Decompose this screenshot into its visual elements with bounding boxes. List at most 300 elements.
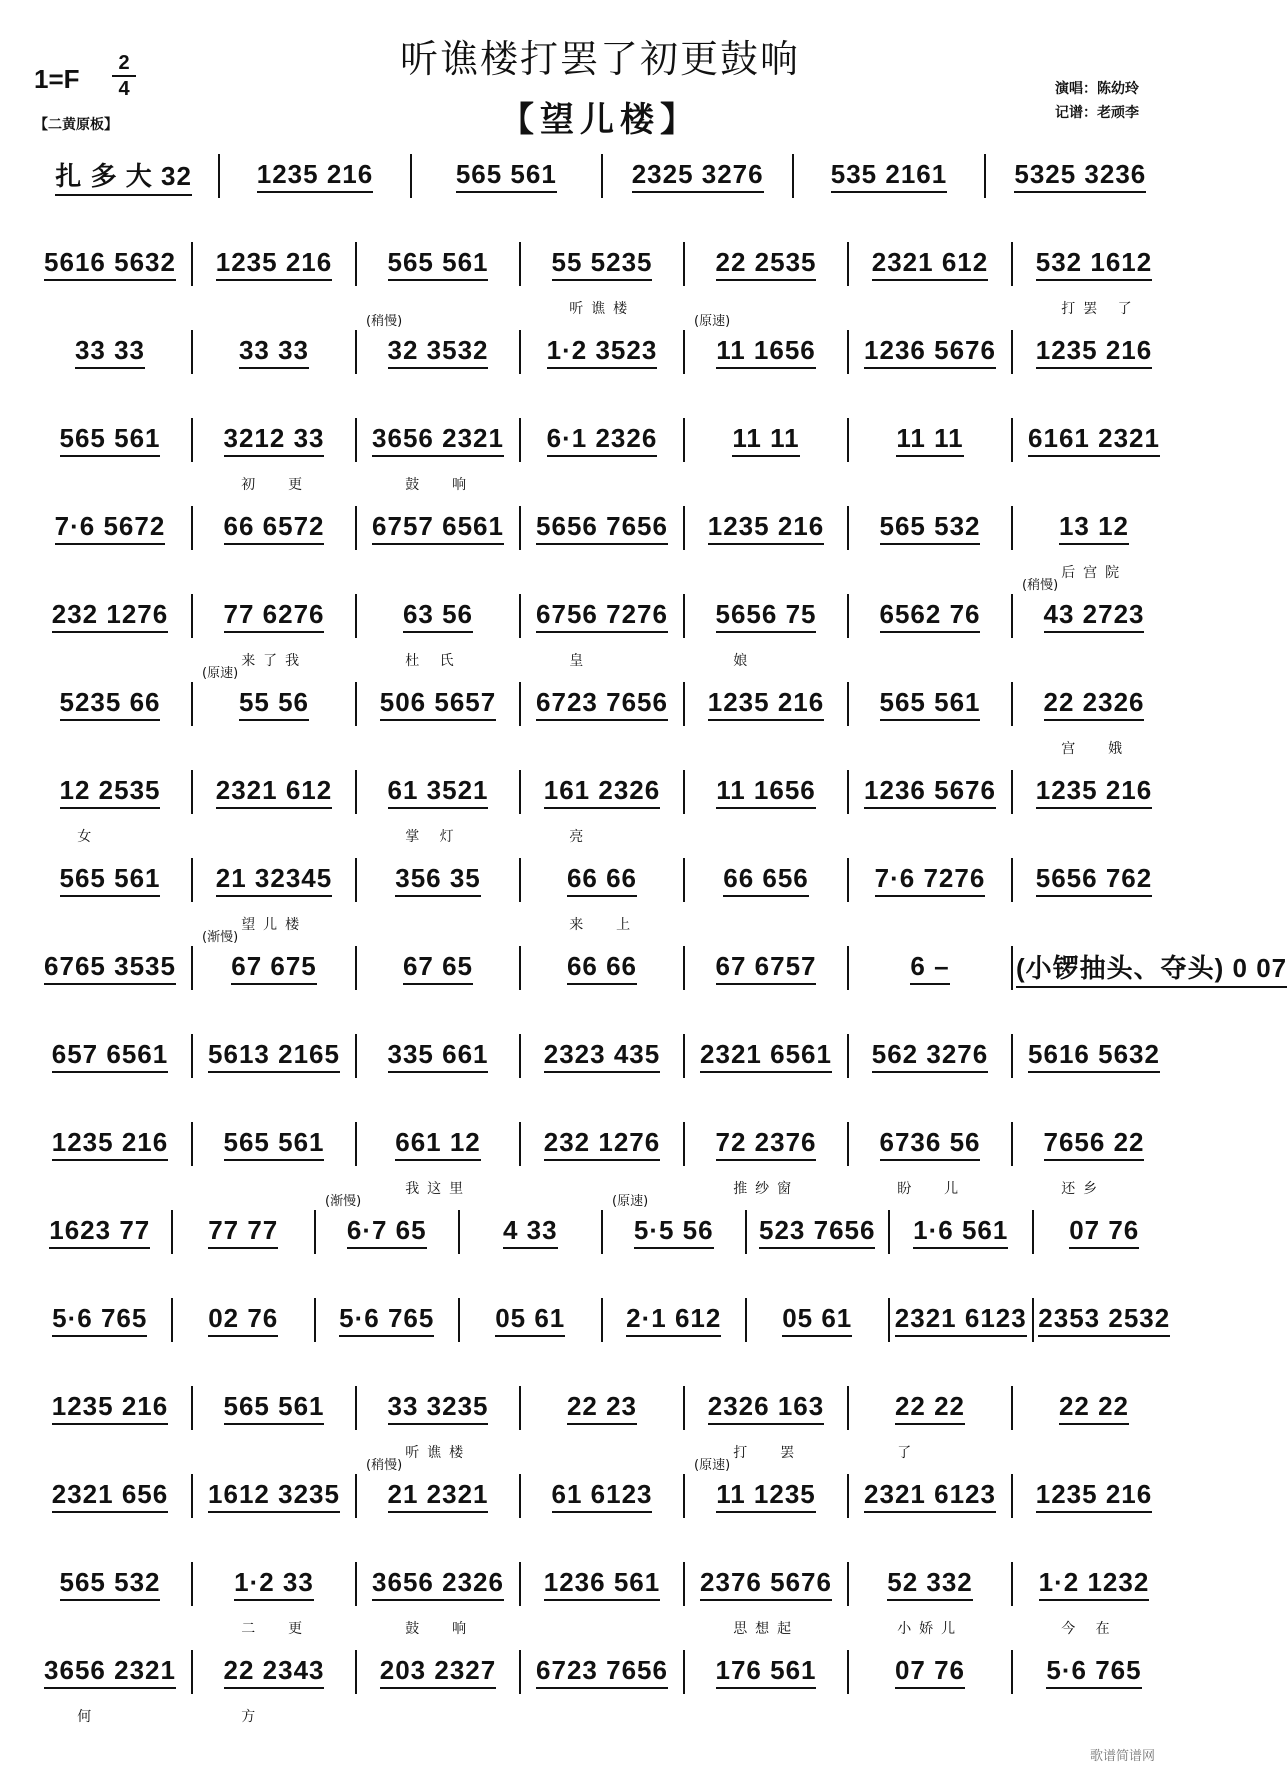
aria-name: 【望儿楼】 (500, 100, 700, 140)
measure (196, 678, 352, 730)
measure (852, 414, 1008, 466)
measure (196, 414, 352, 466)
barline (847, 1650, 849, 1694)
barline (683, 594, 685, 638)
staff-system (28, 1194, 1176, 1258)
measure-notes: 203 2327 (380, 1655, 496, 1689)
lyric-text: 鼓 响 (405, 1621, 475, 1637)
measure (196, 502, 352, 554)
barline (847, 946, 849, 990)
lyric-text: 我这里 (405, 1181, 472, 1197)
lyric-text: 后宫院 (1061, 565, 1128, 581)
barline (683, 1122, 685, 1166)
measure-notes: 67 675 (231, 951, 317, 985)
barline (888, 1298, 890, 1342)
measure (360, 854, 516, 906)
measure-notes: 67 65 (403, 951, 473, 985)
barline (847, 594, 849, 638)
measure-notes: 565 532 (60, 1567, 161, 1601)
measure (319, 1294, 455, 1346)
measure-notes: 1235 216 (216, 247, 332, 281)
measure-notes: 33 33 (75, 335, 145, 369)
measure-notes: 532 1612 (1036, 247, 1152, 281)
measure-notes: 1235 216 (1036, 335, 1152, 369)
barline (683, 418, 685, 462)
measure (196, 1470, 352, 1522)
barline (191, 1386, 193, 1430)
barline (171, 1210, 173, 1254)
measure (32, 1118, 188, 1170)
measure-notes: 2353 2532 (1038, 1303, 1170, 1337)
barline (683, 770, 685, 814)
lyric-text: 初 更 (241, 477, 311, 493)
measure-notes: 3656 2321 (372, 423, 504, 457)
barline (314, 1210, 316, 1254)
measure-notes: 565 561 (60, 423, 161, 457)
measure (196, 766, 352, 818)
barline (355, 946, 357, 990)
barline (218, 154, 220, 198)
measure (1016, 1646, 1172, 1698)
measure-notes: 565 561 (224, 1127, 325, 1161)
measure-notes: 05 61 (782, 1303, 852, 1337)
measure-notes: 22 2343 (224, 1655, 325, 1689)
barline (1011, 506, 1013, 550)
measure-notes: 2325 3276 (632, 159, 764, 193)
lyric-text: 杜 氏 (405, 653, 462, 669)
measure-notes: 565 561 (224, 1391, 325, 1425)
measure-notes: 02 76 (208, 1303, 278, 1337)
measure-notes: 12 2535 (60, 775, 161, 809)
measure-notes: 356 35 (395, 863, 481, 897)
tempo-marking: (渐慢) (202, 930, 239, 945)
measure-notes: 43 2723 (1044, 599, 1145, 633)
barline (683, 858, 685, 902)
measure-notes: 6723 7656 (536, 687, 668, 721)
measure-notes: 506 5657 (380, 687, 496, 721)
barline (410, 154, 412, 198)
barline (191, 594, 193, 638)
barline (847, 770, 849, 814)
measure (360, 766, 516, 818)
barline (355, 1562, 357, 1606)
measure-notes: 1·2 1232 (1039, 1567, 1150, 1601)
measure-notes: 2321 656 (52, 1479, 168, 1513)
measure (1016, 942, 1287, 994)
measure (463, 1206, 599, 1258)
measure (360, 590, 516, 642)
measure-notes: 22 22 (1059, 1391, 1129, 1425)
measure (196, 326, 352, 378)
measure-notes: 2321 6123 (864, 1479, 996, 1513)
measure (360, 678, 516, 730)
tempo-marking: (稍慢) (366, 314, 403, 329)
barline (519, 1562, 521, 1606)
staff-system (28, 666, 1176, 757)
measure (688, 590, 844, 642)
measure-notes: 5·6 765 (1046, 1655, 1141, 1689)
measure (1016, 1118, 1172, 1170)
measure-notes: 5656 7656 (536, 511, 668, 545)
measure-notes: 5613 2165 (208, 1039, 340, 1073)
measure-notes: 6 – (910, 951, 949, 985)
barline (683, 1474, 685, 1518)
measure-notes: 55 5235 (552, 247, 653, 281)
lyric-text: 来 上 (569, 917, 639, 933)
barline (519, 1034, 521, 1078)
measure-notes: 2·1 612 (626, 1303, 721, 1337)
measure-notes: 11 11 (896, 423, 963, 457)
measure (32, 590, 188, 642)
barline (519, 858, 521, 902)
measure (524, 854, 680, 906)
barline (191, 946, 193, 990)
measure (524, 1470, 680, 1522)
measure (893, 1206, 1029, 1258)
barline (519, 682, 521, 726)
measure-notes: 22 23 (567, 1391, 637, 1425)
measure-notes: 6161 2321 (1028, 423, 1160, 457)
barline (1011, 1474, 1013, 1518)
measure (1037, 1294, 1173, 1346)
barline (847, 242, 849, 286)
measure (852, 1118, 1008, 1170)
barline (355, 418, 357, 462)
measure (196, 1118, 352, 1170)
barline (355, 242, 357, 286)
measure-notes: 3656 2326 (372, 1567, 504, 1601)
barline (191, 682, 193, 726)
barline (1011, 594, 1013, 638)
measure (32, 502, 188, 554)
measure (360, 942, 516, 994)
measure (688, 1118, 844, 1170)
lyric-text: 今 在 (1061, 1621, 1118, 1637)
time-signature-top: 2 (118, 52, 130, 74)
measure (32, 1030, 188, 1082)
measure (524, 1382, 680, 1434)
lyric-text: 听谯楼 (569, 301, 636, 317)
barline (519, 1122, 521, 1166)
measure-notes: 5·6 765 (339, 1303, 434, 1337)
measure (524, 678, 680, 730)
measure (688, 942, 844, 994)
measure (524, 1030, 680, 1082)
measure-notes: 565 532 (880, 511, 981, 545)
staff-system (28, 150, 1176, 202)
measure-notes: 661 12 (395, 1127, 481, 1161)
measure-notes: 3656 2321 (44, 1655, 176, 1689)
measure (360, 1118, 516, 1170)
barline (847, 1386, 849, 1430)
measure-notes: 565 561 (880, 687, 981, 721)
measure-notes: 61 6123 (552, 1479, 653, 1513)
measure-notes: 1·2 3523 (547, 335, 658, 369)
measure-notes: 22 2535 (716, 247, 817, 281)
barline (847, 1034, 849, 1078)
measure (989, 150, 1172, 202)
measure (415, 150, 598, 202)
measure (852, 1030, 1008, 1082)
measure-notes: 66 656 (723, 863, 809, 897)
staff-system (28, 1030, 1176, 1082)
barline (745, 1298, 747, 1342)
staff-system (28, 766, 1176, 845)
measure-notes: 6·7 65 (347, 1215, 427, 1249)
measure (32, 1646, 188, 1698)
lyric-text: 思想起 (733, 1621, 800, 1637)
measure-notes: 33 33 (239, 335, 309, 369)
measure (360, 414, 516, 466)
barline (191, 418, 193, 462)
measure-notes: (小锣抽头、夺头) 0 07 (1016, 948, 1287, 988)
measure-notes: 11 1656 (716, 335, 816, 369)
measure-notes: 6765 3535 (44, 951, 176, 985)
barline (1011, 1650, 1013, 1694)
barline (683, 1034, 685, 1078)
measure-notes: 7656 22 (1044, 1127, 1145, 1161)
measure (1016, 590, 1172, 642)
measure-notes: 1235 216 (52, 1391, 168, 1425)
key-signature: 1=F (34, 64, 80, 94)
measure (688, 1470, 844, 1522)
measure-notes: 1235 216 (708, 687, 824, 721)
lyric-text: 女 (77, 829, 100, 845)
barline (1011, 1562, 1013, 1606)
measure-notes: 67 6757 (716, 951, 817, 985)
barline (601, 154, 603, 198)
barline (683, 242, 685, 286)
barline (355, 682, 357, 726)
time-signature (112, 52, 136, 100)
barline (191, 858, 193, 902)
measure-notes: 6757 6561 (372, 511, 504, 545)
barline (519, 1650, 521, 1694)
measure (32, 854, 188, 906)
barline (355, 858, 357, 902)
measure (196, 1030, 352, 1082)
measure (32, 414, 188, 466)
barline (171, 1298, 173, 1342)
lyric-text: 还乡 (1061, 1181, 1106, 1197)
staff-system (28, 238, 1176, 317)
measure (852, 1646, 1008, 1698)
measure-notes: 05 61 (495, 1303, 565, 1337)
measure-notes: 1235 216 (1036, 1479, 1152, 1513)
watermark: 歌谱简谱网 (1090, 1749, 1156, 1764)
measure (32, 150, 215, 202)
barline (519, 330, 521, 374)
barline (683, 330, 685, 374)
barline (355, 1386, 357, 1430)
measure-notes: 1235 216 (708, 511, 824, 545)
measure (524, 414, 680, 466)
measure (852, 1382, 1008, 1434)
singer-credit: 演唱：陈幼玲 (1055, 81, 1139, 97)
barline (519, 242, 521, 286)
barline (519, 1386, 521, 1430)
staff-system (28, 578, 1176, 669)
barline (519, 1474, 521, 1518)
measure-notes: 335 661 (388, 1039, 489, 1073)
measure-notes: 176 561 (716, 1655, 817, 1689)
measure-notes: 77 77 (208, 1215, 278, 1249)
measure (750, 1206, 886, 1258)
staff-system (28, 314, 1176, 378)
barline (683, 506, 685, 550)
barline (888, 1210, 890, 1254)
measure (1016, 1470, 1172, 1522)
measure-notes: 565 561 (456, 159, 557, 193)
lyric-text: 听谯楼 (405, 1445, 472, 1461)
lyric-text: 小娇儿 (897, 1621, 964, 1637)
barline (1032, 1210, 1034, 1254)
measure (32, 1470, 188, 1522)
barline (355, 1122, 357, 1166)
measure (852, 590, 1008, 642)
measure (852, 942, 1008, 994)
measure-notes: 63 56 (403, 599, 473, 633)
measure (319, 1206, 455, 1258)
measure (688, 1646, 844, 1698)
measure (1016, 502, 1172, 554)
measure (852, 678, 1008, 730)
barline (1032, 1298, 1034, 1342)
measure (688, 854, 844, 906)
measure-notes: 21 32345 (216, 863, 332, 897)
barline (1011, 946, 1013, 990)
measure (750, 1294, 886, 1346)
lyric-text: 宫 娥 (1061, 741, 1131, 757)
measure-notes: 1236 561 (544, 1567, 660, 1601)
tempo-marking: (原速) (694, 1458, 731, 1473)
time-signature-line (112, 75, 136, 77)
measure-notes: 5656 762 (1036, 863, 1152, 897)
measure-notes: 2321 612 (872, 247, 988, 281)
barline (191, 770, 193, 814)
barline (847, 1474, 849, 1518)
measure-notes: 5235 66 (60, 687, 161, 721)
barline (1011, 682, 1013, 726)
measure-notes: 11 1656 (716, 775, 816, 809)
lyric-text: 打 罢 (733, 1445, 803, 1461)
staff-system (28, 930, 1287, 994)
barline (191, 242, 193, 286)
measure (852, 502, 1008, 554)
measure (32, 238, 188, 290)
barline (519, 418, 521, 462)
measure (852, 326, 1008, 378)
barline (847, 506, 849, 550)
measure (360, 502, 516, 554)
staff-system (28, 1558, 1176, 1637)
measure (852, 1470, 1008, 1522)
measure (688, 1382, 844, 1434)
measure (688, 502, 844, 554)
measure (688, 326, 844, 378)
staff-system (28, 1382, 1176, 1461)
measure (32, 1206, 168, 1258)
measure-notes: 6756 7276 (536, 599, 668, 633)
measure-notes: 55 56 (239, 687, 309, 721)
measure (360, 1646, 516, 1698)
measure-notes: 2321 6561 (700, 1039, 832, 1073)
lyric-text: 掌 灯 (405, 829, 462, 845)
barline (1011, 418, 1013, 462)
measure (360, 1382, 516, 1434)
tempo-marking: (渐慢) (325, 1194, 362, 1209)
staff-system (28, 854, 1176, 933)
barline (1011, 1386, 1013, 1430)
barline (847, 418, 849, 462)
lyric-text: 望儿楼 (241, 917, 308, 933)
tempo-marking: (原速) (612, 1194, 649, 1209)
measure (360, 1470, 516, 1522)
measure-notes: 535 2161 (831, 159, 947, 193)
measure (524, 238, 680, 290)
measure (196, 854, 352, 906)
measure-notes: 523 7656 (759, 1215, 875, 1249)
lyric-text: 娘 (733, 653, 756, 669)
barline (1011, 1034, 1013, 1078)
measure (524, 1646, 680, 1698)
measure-notes: 22 22 (895, 1391, 965, 1425)
measure-notes: 66 66 (567, 951, 637, 985)
measure-notes: 232 1276 (544, 1127, 660, 1161)
barline (601, 1210, 603, 1254)
lyric-text: 推纱窗 (733, 1181, 800, 1197)
barline (191, 330, 193, 374)
measure-notes: 1235 216 (257, 159, 373, 193)
measure-notes: 6562 76 (880, 599, 981, 633)
measure (688, 678, 844, 730)
measure (524, 766, 680, 818)
measure (360, 1030, 516, 1082)
measure-notes: 1·2 33 (234, 1567, 314, 1601)
measure-notes: 1235 216 (52, 1127, 168, 1161)
measure (223, 150, 406, 202)
measure (524, 1118, 680, 1170)
notation-credit: 记谱：老顽李 (1055, 105, 1139, 121)
barline (355, 330, 357, 374)
measure (1016, 1030, 1172, 1082)
barline (1011, 770, 1013, 814)
measure-notes: 5656 75 (716, 599, 817, 633)
measure (196, 942, 352, 994)
measure (893, 1294, 1029, 1346)
measure (852, 854, 1008, 906)
measure (1037, 1206, 1173, 1258)
barline (355, 1650, 357, 1694)
barline (191, 1034, 193, 1078)
lyric-text: 二 更 (241, 1621, 311, 1637)
measure (32, 678, 188, 730)
barline (458, 1210, 460, 1254)
measure-notes: 2326 163 (708, 1391, 824, 1425)
time-signature-bottom: 4 (118, 78, 130, 100)
measure-notes: 6·1 2326 (547, 423, 658, 457)
measure (852, 766, 1008, 818)
measure-notes: 5·5 56 (634, 1215, 714, 1249)
lyric-text: 盼 儿 (897, 1181, 967, 1197)
barline (191, 506, 193, 550)
measure-notes: 6723 7656 (536, 1655, 668, 1689)
measure-notes: 657 6561 (52, 1039, 168, 1073)
measure (606, 150, 789, 202)
lyric-text: 鼓 响 (405, 477, 475, 493)
barline (355, 770, 357, 814)
staff-system (28, 1294, 1176, 1346)
